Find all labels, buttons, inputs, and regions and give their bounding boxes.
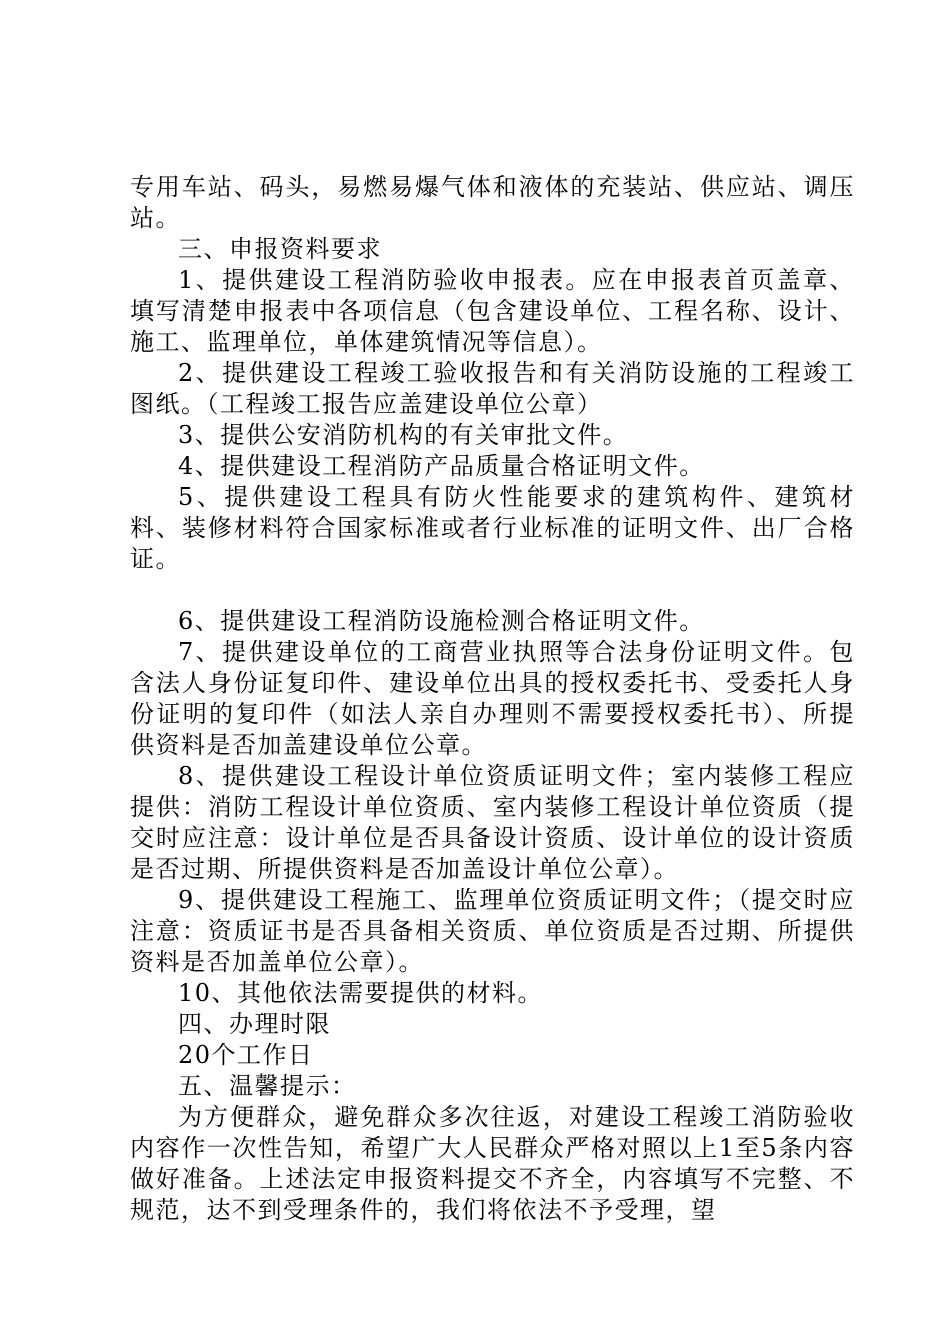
requirement-item-7: 7、提供建设单位的工商营业执照等合法身份证明文件。包含法人身份证复印件、建设单位出具的授权委托书、受委托人身份证明的复印件（如法人亲自办理则不需要授权委托书）、所提供资料是否加盖建设单位公章。 [130, 638, 855, 759]
paragraph-continuation: 专用车站、码头，易燃易爆气体和液体的充装站、供应站、调压站。 [130, 173, 855, 232]
section-heading-tips: 五、温馨提示： [178, 1072, 357, 1100]
requirement-item-2: 2、提供建设工程竣工验收报告和有关消防设施的工程竣工图纸。（工程竣工报告应盖建设单位公章） [130, 359, 855, 418]
section-heading-requirements: 三、申报资料要求 [178, 235, 382, 263]
requirement-item-5: 5、提供建设工程具有防火性能要求的建筑构件、建筑材料、装修材料符合国家标准或者行业标准的证明文件、出厂合格证。 [130, 483, 855, 573]
requirement-item-4: 4、提供建设工程消防产品质量合格证明文件。 [178, 452, 705, 480]
requirement-item-3: 3、提供公安消防机构的有关审批文件。 [178, 421, 629, 449]
requirement-item-10: 10、其他依法需要提供的材料。 [178, 979, 544, 1007]
requirement-item-6: 6、提供建设工程消防设施检测合格证明文件。 [178, 607, 705, 635]
section-heading-time-limit: 四、办理时限 [178, 1010, 331, 1038]
tips-paragraph: 为方便群众，避免群众多次往返，对建设工程竣工消防验收内容作一次性告知，希望广大人民群众严格对照以上1至5条内容做好准备。上述法定申报资料提交不齐全，内容填写不完整、不规范，达不到受理条件的，我们将依法不予受理，望 [130, 1103, 855, 1224]
requirement-item-1: 1、提供建设工程消防验收申报表。应在申报表首页盖章、填写清楚申报表中各项信息（包含建设单位、工程名称、设计、施工、监理单位，单体建筑情况等信息）。 [130, 266, 855, 356]
time-limit-value: 20个工作日 [178, 1041, 314, 1069]
document-page [130, 172, 855, 1226]
requirement-item-9: 9、提供建设工程施工、监理单位资质证明文件；（提交时应注意：资质证书是否具备相关资质、单位资质是否过期、所提供资料是否加盖单位公章）。 [130, 886, 855, 976]
requirement-item-8: 8、提供建设工程设计单位资质证明文件；室内装修工程应提供：消防工程设计单位资质、室内装修工程设计单位资质（提交时应注意：设计单位是否具备设计资质、设计单位的设计资质是否过期、所提供资料是否加盖设计单位公章）。 [130, 762, 855, 883]
